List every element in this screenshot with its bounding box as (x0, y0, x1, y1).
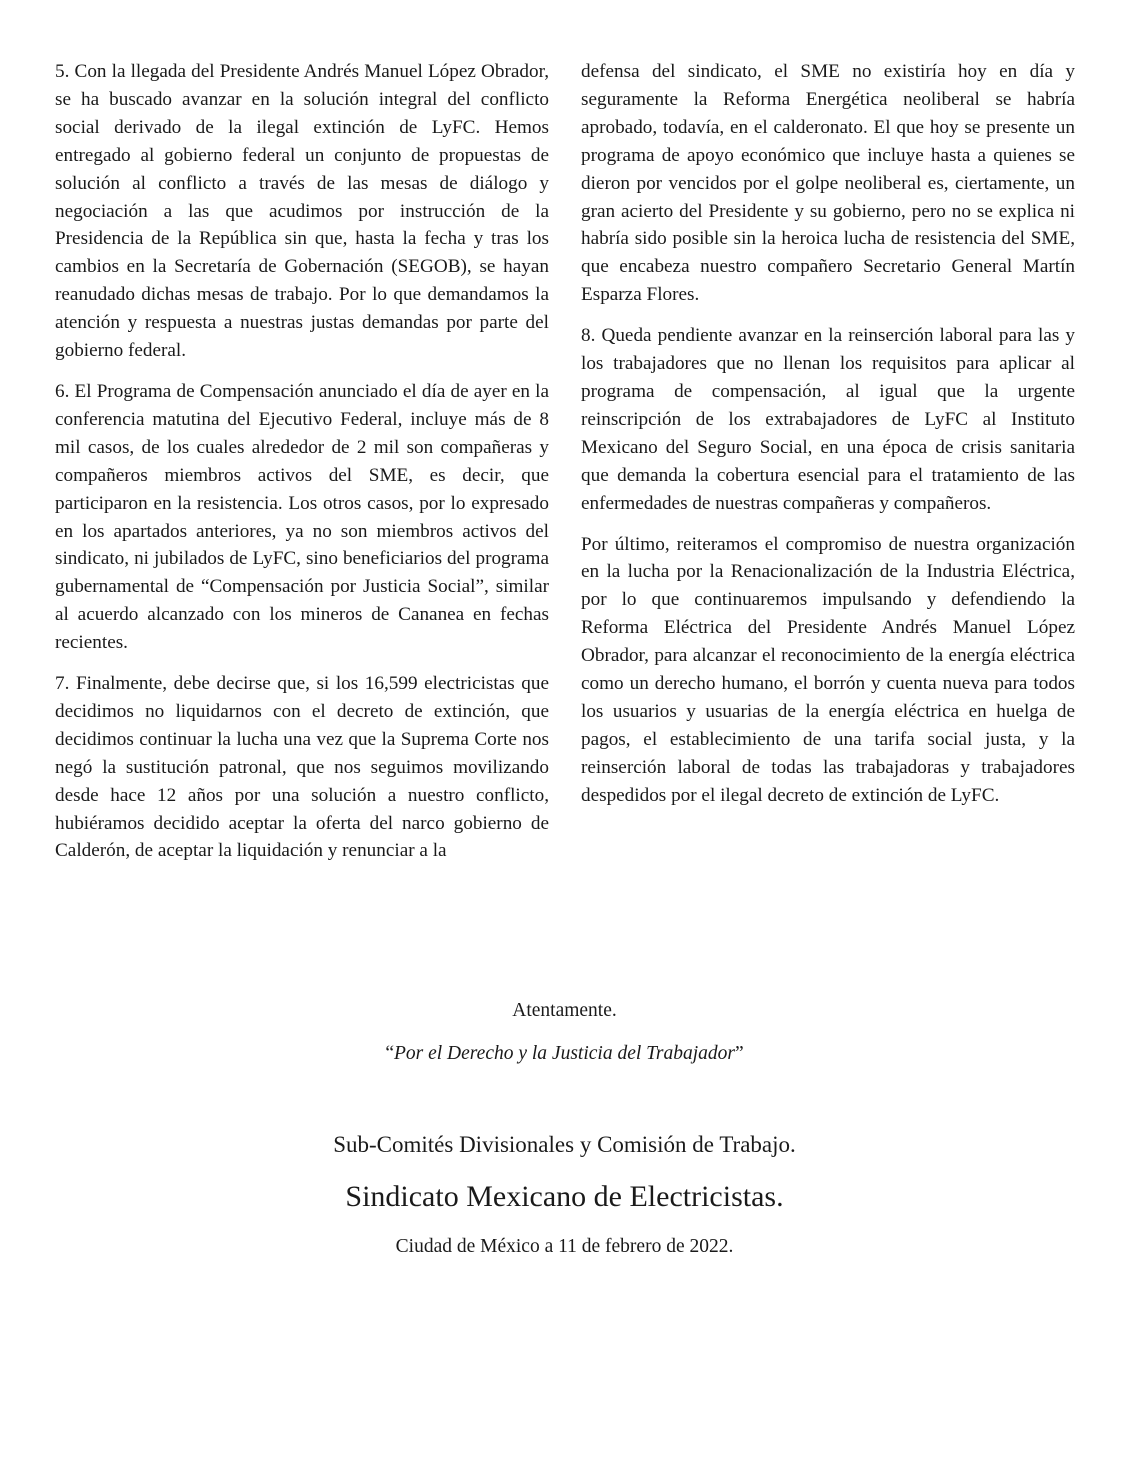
left-column (55, 58, 549, 878)
salutation: Atentamente. (512, 1000, 617, 1021)
right-column (581, 58, 1075, 878)
body-columns (55, 58, 1075, 878)
union-name: Sindicato Mexicano de Electricistas. (345, 1180, 784, 1213)
paragraph-7: 7. Finalmente, debe decirse que, si los 16,599 electricistas que decidimos no liquidarnos con el decreto de extinción, que decidimos continuar la lucha una vez que la Suprema Corte nos negó la sustitución patronal, que nos seguimos movilizando desde hace 12 años por una solución a nuestro conflicto, hubiéramos decidido aceptar la oferta del narco gobierno de Calderón, de aceptar la liquidación y renunciar a la (55, 673, 549, 862)
paragraph-5: 5. Con la llegada del Presidente Andrés Manuel López Obrador, se ha buscado avanzar en la solución integral del conflicto social derivado de la ilegal extinción de LyFC. Hemos entregado al gobierno federal un conjunto de propuestas de solución al conflicto a través de las mesas de diálogo y negociación a las que acudimos por instrucción de la Presidencia de la República sin que, hasta la fecha y tras los cambios en la Secretaría de Gobernación (SEGOB), se hayan reanudado dichas mesas de trabajo. Por lo que demandamos la atención y respuesta a nuestras justas demandas por parte del gobierno federal. (55, 61, 549, 362)
paragraph-6: 6. El Programa de Compensación anunciado el día de ayer en la conferencia matutina del Ejecutivo Federal, incluye más de 8 mil casos, de los cuales alrededor de 2 mil son compañeras y compañeros miembros activos del SME, es decir, que participaron en la resistencia. Los otros casos, por lo expresado en los apartados anteriores, ya no son miembros activos del sindicato, ni jubilados de LyFC, sino beneficiarios del programa gubernamental de “Compensación por Justicia Social”, similar al acuerdo alcanzado con los mineros de Cananea en fechas recientes. (55, 380, 549, 654)
place-date: Ciudad de México a 11 de febrero de 2022. (395, 1236, 734, 1257)
paragraph-7-continued: defensa del sindicato, el SME no existiría hoy en día y seguramente la Reforma Energética neoliberal se habría aprobado, todavía, en el calderonato. El que hoy se presente un programa de apoyo económico que incluye hasta a quienes se dieron por vencidos por el golpe neoliberal es, ciertamente, un gran acierto del Presidente y su gobierno, pero no se explica ni habría sido posible sin la heroica lucha de resistencia del SME, que encabeza nuestro compañero Secretario General Martín Esparza Flores. (581, 61, 1075, 306)
paragraph-8: 8. Queda pendiente avanzar en la reinserción laboral para las y los trabajadores que no llenan los requisitos para aplicar al programa de compensación, al igual que la urgente reinscripción de los extrabajadores de LyFC al Instituto Mexicano del Seguro Social, en una época de crisis sanitaria que demanda la cobertura esencial para el tratamiento de las enfermedades de nuestras compañeras y compañeros. (581, 325, 1075, 514)
paragraph-final: Por último, reiteramos el compromiso de nuestra organización en la lucha por la Renacionalización de la Industria Eléctrica, por lo que continuaremos impulsando y defendiendo la Reforma Eléctrica del Presidente Andrés Manuel López Obrador, para alcanzar el reconocimiento de la energía eléctrica como un derecho humano, el borrón y cuenta nueva para todos los usuarios y usuarias de la energía eléctrica en huelga de pagos, el establecimiento de una tarifa social justa, y la reinserción laboral de todas las trabajadoras y trabajadores despedidos por el ilegal decreto de extinción de LyFC. (581, 533, 1075, 806)
motto (0, 1043, 1129, 1065)
motto-open-quote: “ (385, 1043, 394, 1064)
motto-close-quote: ” (735, 1043, 744, 1064)
motto-text: Por el Derecho y la Justicia del Trabajador (393, 1043, 736, 1064)
committee-signature: Sub-Comités Divisionales y Comisión de Trabajo. (333, 1132, 796, 1157)
